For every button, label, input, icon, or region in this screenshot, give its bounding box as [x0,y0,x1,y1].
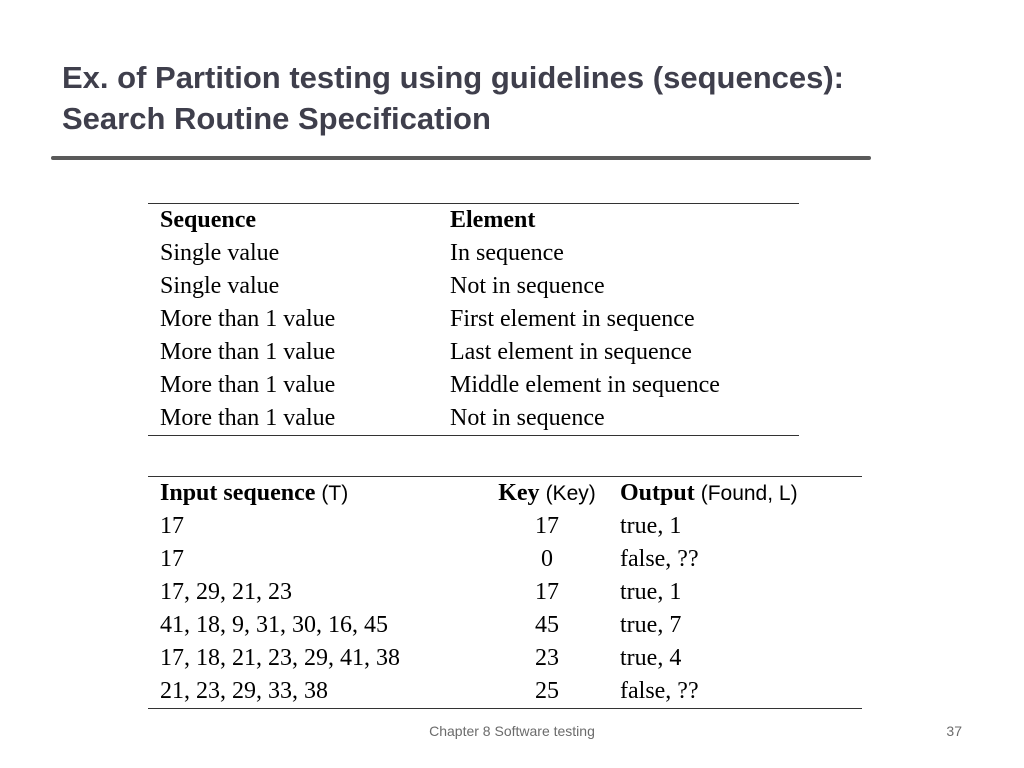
cell-sequence: More than 1 value [160,372,336,398]
cell-input: 17 [160,546,184,572]
header-key: Key (Key) [498,480,596,506]
table-row [148,510,862,543]
cell-key: 45 [535,612,559,638]
cell-key: 23 [535,645,559,671]
cell-sequence: More than 1 value [160,306,336,332]
cell-input: 21, 23, 29, 33, 38 [160,678,328,704]
footer-chapter: Chapter 8 Software testing [429,723,595,739]
header-input-sequence: Input sequence (T) [160,480,349,506]
cell-element: In sequence [450,240,564,266]
slide-title-line-2: Search Routine Specification [62,101,491,136]
cell-key: 17 [535,513,559,539]
cell-sequence: Single value [160,240,280,266]
cell-output: true, 7 [620,612,682,638]
table-row [148,237,799,270]
cell-element: Not in sequence [450,405,605,431]
header-output: Output (Found, L) [620,480,798,506]
table-row [148,642,862,675]
cell-output: true, 4 [620,645,682,671]
cell-element: Last element in sequence [450,339,692,365]
cell-element: Middle element in sequence [450,372,720,398]
cell-output: true, 1 [620,513,682,539]
cell-key: 0 [541,546,553,572]
header-element: Element [450,207,536,233]
table-row [148,543,862,576]
test-cases-table [148,476,862,709]
partitions-table [148,203,799,436]
cell-input: 17, 18, 21, 23, 29, 41, 38 [160,645,400,671]
table-row [148,576,862,609]
cell-input: 17, 29, 21, 23 [160,579,292,605]
cell-output: false, ?? [620,546,699,572]
slide-title [62,57,962,139]
table-row [148,336,799,369]
table-row [148,270,799,303]
title-divider [51,156,871,160]
slide-title-line-1: Ex. of Partition testing using guidelines (sequences): [62,60,844,95]
table-row [148,402,799,436]
table-row [148,675,862,709]
table-row [148,303,799,336]
cell-output: false, ?? [620,678,699,704]
cell-key: 17 [535,579,559,605]
table-row [148,609,862,642]
partitions-header-row [148,204,799,238]
cell-element: Not in sequence [450,273,605,299]
cell-sequence: More than 1 value [160,339,336,365]
cell-output: true, 1 [620,579,682,605]
table-row [148,369,799,402]
cell-key: 25 [535,678,559,704]
cell-input: 41, 18, 9, 31, 30, 16, 45 [160,612,388,638]
cell-sequence: Single value [160,273,280,299]
cell-sequence: More than 1 value [160,405,336,431]
header-sequence: Sequence [160,207,256,233]
tests-header-row [148,477,862,511]
cell-input: 17 [160,513,184,539]
cell-element: First element in sequence [450,306,695,332]
page-number: 37 [946,723,962,739]
